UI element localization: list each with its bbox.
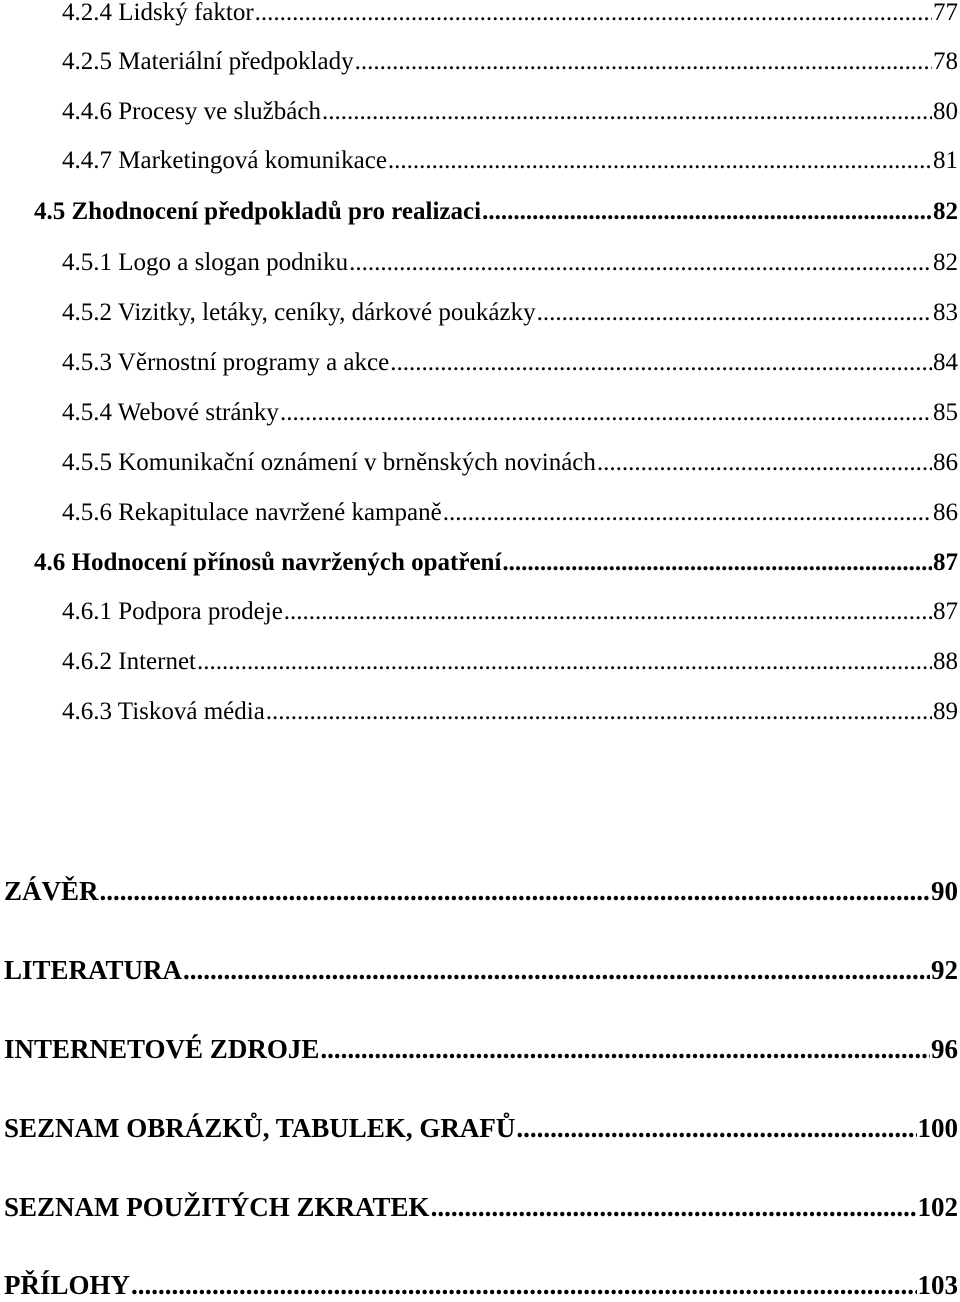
toc-entry-4-4-7[interactable] [62,145,958,177]
toc-entry-title: 4.5.1 Logo a slogan podniku [62,249,349,276]
toc-leader-dots [349,247,932,279]
toc-entry-page: 103 [917,1270,958,1300]
toc-entry-title: 4.5.3 Věrnostní programy a akce [62,349,390,376]
toc-leader-dots [597,447,932,479]
toc-entry-4-5-4[interactable] [62,397,958,429]
toc-leader-dots [482,196,932,228]
toc-entry-title: LITERATURA [4,955,183,985]
toc-leader-dots [537,297,932,329]
toc-entry-page: 77 [933,0,958,26]
toc-entry-title: INTERNETOVÉ ZDROJE [4,1034,320,1064]
toc-entry-title: 4.5.6 Rekapitulace navržené kampaně [62,499,442,526]
toc-entry-page: 83 [933,299,958,326]
toc-leader-dots [280,397,932,429]
toc-leader-dots [197,646,932,678]
toc-entry-title: 4.2.4 Lidský faktor [62,0,254,26]
toc-entry-literatura[interactable] [4,953,958,987]
toc-entry-page: 100 [917,1113,958,1143]
toc-entry-title: 4.5.4 Webové stránky [62,399,279,426]
toc-entry-title: 4.4.7 Marketingová komunikace [62,147,387,174]
toc-entry-page: 80 [933,98,958,125]
toc-leader-dots [320,1032,930,1066]
toc-entry-title: 4.6.1 Podpora prodeje [62,598,283,625]
toc-entry-title: 4.5.5 Komunikační oznámení v brněnských novinách [62,449,596,476]
toc-entry-4-5-6[interactable] [62,497,958,529]
toc-entry-internetove-zdroje[interactable] [4,1032,958,1066]
toc-entry-4-5[interactable] [34,196,958,228]
toc-entry-page: 85 [933,399,958,426]
toc-leader-dots [502,547,932,579]
toc-entry-4-4-6[interactable] [62,96,958,128]
toc-entry-zaver[interactable] [4,874,958,908]
toc-leader-dots [431,1190,917,1224]
toc-leader-dots [443,497,932,529]
toc-leader-dots [100,874,930,908]
toc-entry-page: 90 [931,876,958,906]
toc-entry-page: 102 [917,1192,958,1222]
toc-entry-4-6-3[interactable] [62,696,958,728]
toc-entry-title: 4.5.2 Vizitky, letáky, ceníky, dárkové poukázky [62,299,536,326]
toc-leader-dots [255,0,932,29]
toc-entry-page: 92 [931,955,958,985]
toc-entry-seznam-obrazku[interactable] [4,1111,958,1145]
toc-entry-title: 4.6 Hodnocení přínosů navržených opatření [34,549,502,576]
toc-entry-title: ZÁVĚR [4,876,99,906]
toc-leader-dots [322,96,932,128]
toc-entry-4-6[interactable] [34,547,958,579]
toc-leader-dots [131,1268,916,1302]
toc-entry-title: 4.5 Zhodnocení předpokladů pro realizaci [34,198,482,225]
toc-entry-page: 78 [933,48,958,75]
toc-leader-dots [388,145,932,177]
toc-entry-title: SEZNAM POUŽITÝCH ZKRATEK [4,1192,430,1222]
toc-leader-dots [355,46,932,78]
toc-entry-page: 87 [933,598,958,625]
toc-entry-page: 86 [933,449,958,476]
toc-entry-4-2-5[interactable] [62,46,958,78]
toc-leader-dots [516,1111,916,1145]
toc-entry-page: 86 [933,499,958,526]
toc-entry-page: 84 [933,349,958,376]
toc-leader-dots [183,953,930,987]
toc-leader-dots [284,596,932,628]
toc-entry-seznam-zkratek[interactable] [4,1190,958,1224]
toc-leader-dots [266,696,932,728]
toc-entry-page: 96 [931,1034,958,1064]
toc-entry-title: SEZNAM OBRÁZKŮ, TABULEK, GRAFŮ [4,1113,516,1143]
toc-entry-4-2-4[interactable] [62,0,958,29]
toc-entry-4-6-2[interactable] [62,646,958,678]
toc-leader-dots [390,347,932,379]
toc-entry-title: 4.4.6 Procesy ve službách [62,98,321,125]
toc-entry-4-6-1[interactable] [62,596,958,628]
toc-entry-prilohy[interactable] [4,1268,958,1302]
toc-entry-title: PŘÍLOHY [4,1270,131,1300]
toc-entry-title: 4.6.2 Internet [62,648,196,675]
toc-entry-title: 4.2.5 Materiální předpoklady [62,48,354,75]
toc-entry-4-5-3[interactable] [62,347,958,379]
toc-entry-4-5-2[interactable] [62,297,958,329]
toc-entry-page: 81 [933,147,958,174]
toc-entry-page: 82 [933,249,958,276]
toc-entry-page: 87 [933,549,958,576]
toc-entry-title: 4.6.3 Tisková média [62,698,265,725]
toc-entry-4-5-1[interactable] [62,247,958,279]
toc-entry-page: 82 [933,198,958,225]
toc-entry-4-5-5[interactable] [62,447,958,479]
toc-entry-page: 89 [933,698,958,725]
toc-entry-page: 88 [933,648,958,675]
